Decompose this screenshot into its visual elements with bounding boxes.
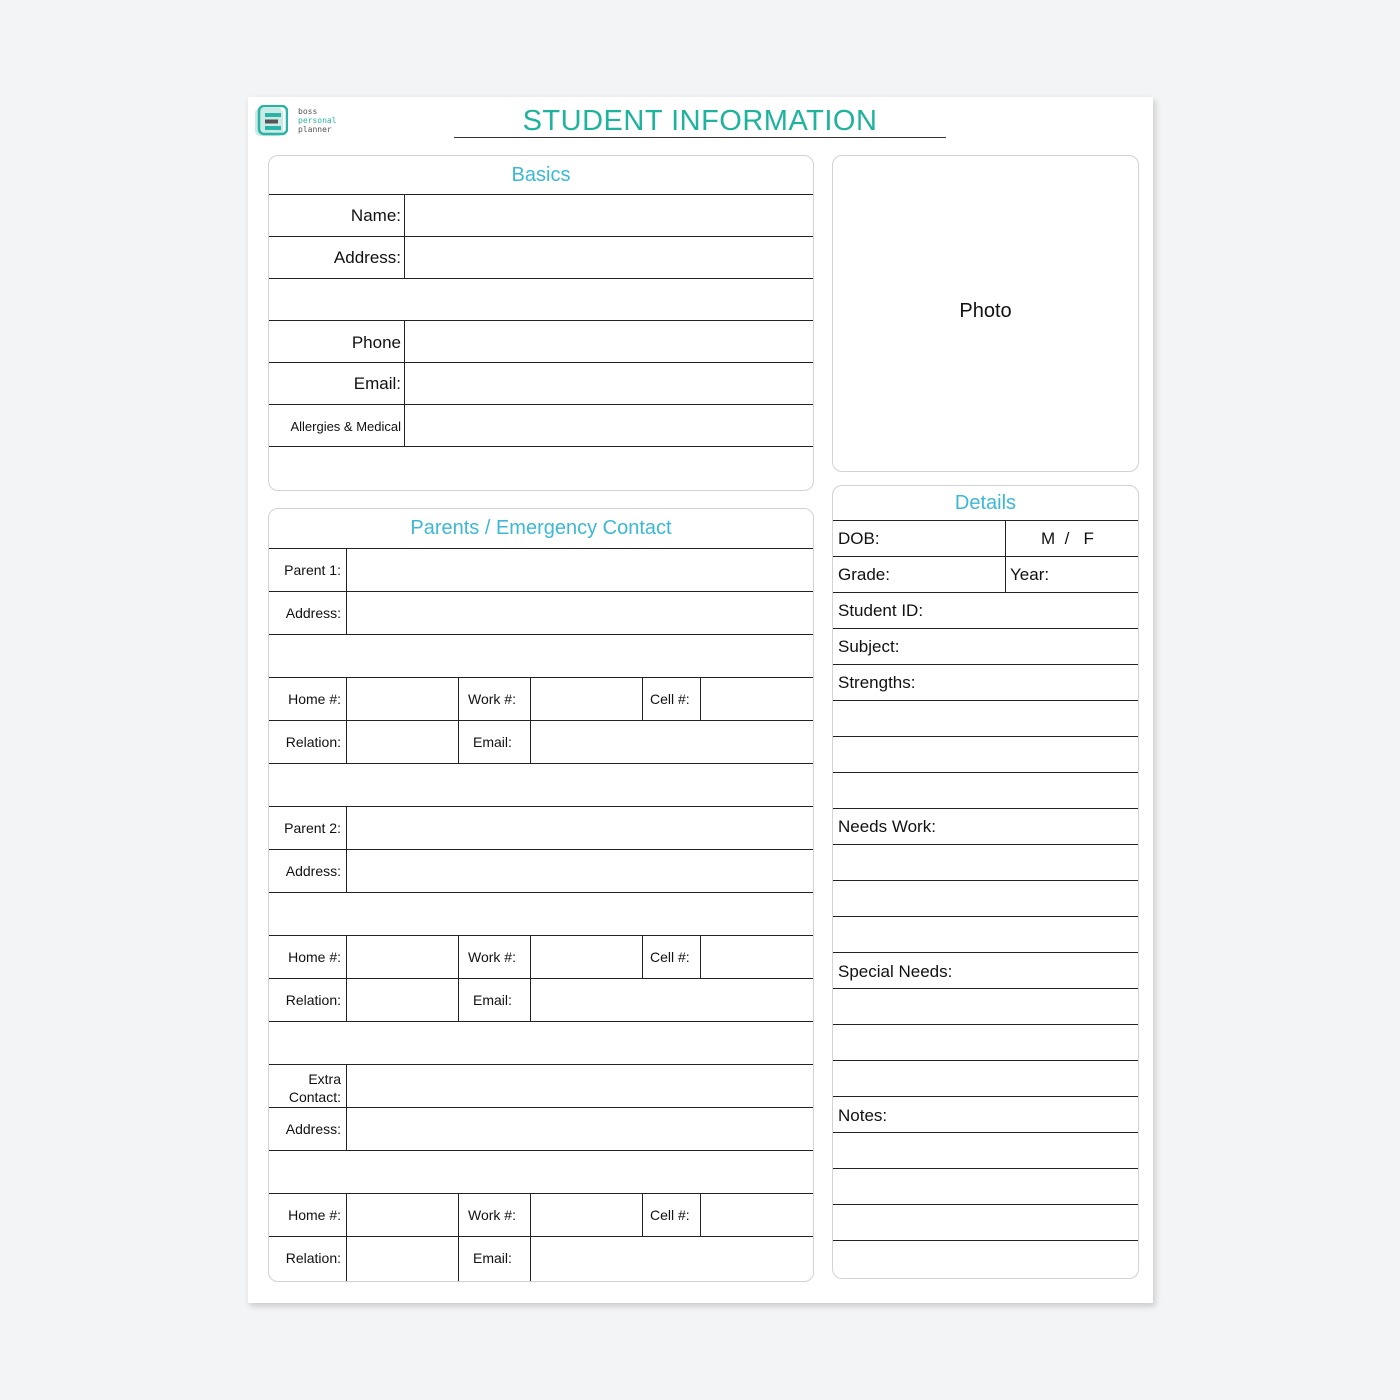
special-needs-field[interactable]: [833, 990, 1138, 1095]
parent-2-cell-field[interactable]: [702, 937, 813, 977]
student-information-sheet: [248, 97, 1153, 1303]
parent-2-cell-label: Cell #:: [650, 949, 690, 965]
strengths-label: Strengths:: [838, 673, 916, 692]
extra-contact-relation-label: Relation:: [285, 1250, 341, 1266]
student-id-label: Student ID:: [838, 601, 924, 620]
extra-contact-relation-field[interactable]: [348, 1238, 457, 1280]
special-needs-label: Special Needs:: [838, 962, 953, 981]
parent-1-email-field[interactable]: [532, 722, 813, 762]
subject-field[interactable]: [913, 630, 1138, 663]
name-field[interactable]: [406, 196, 813, 235]
parent-1-address-field[interactable]: [348, 593, 813, 633]
address-field[interactable]: [406, 238, 813, 277]
parent-2-address-line-2-field[interactable]: [269, 894, 813, 934]
extra-contact-address-line-2-field[interactable]: [269, 1152, 813, 1192]
parent-1-cell-label: Cell #:: [650, 691, 690, 707]
photo-panel[interactable]: [832, 155, 1139, 472]
extra-contact-cell-field[interactable]: [702, 1195, 813, 1235]
parent-1-email-label: Email:: [473, 734, 512, 750]
parent-2-notes-field[interactable]: [269, 1023, 813, 1063]
parent-2-work-label: Work #:: [468, 949, 516, 965]
dob-field[interactable]: [893, 522, 1003, 555]
details-panel: [832, 485, 1139, 1279]
parent-1-label: Parent 1:: [284, 562, 341, 578]
grade-label: Grade:: [838, 565, 890, 584]
parent-2-address-field[interactable]: [348, 851, 813, 891]
extra-contact-label-line-2: Contact:: [288, 1089, 341, 1105]
name-label: Name:: [350, 206, 401, 225]
parent-1-field[interactable]: [348, 550, 813, 590]
parents-emergency-panel: [268, 508, 814, 1282]
address-line-2-field[interactable]: [269, 280, 813, 319]
extra-contact-cell-label: Cell #:: [650, 1207, 690, 1223]
phone-label: Phone: [351, 333, 401, 352]
parent-2-address-label: Address:: [285, 863, 341, 879]
parent-1-home-label: Home #:: [288, 691, 341, 707]
details-title: Details: [954, 492, 1017, 514]
extra-contact-address-field[interactable]: [348, 1109, 813, 1149]
parent-1-notes-field[interactable]: [269, 765, 813, 805]
year-label: Year:: [1010, 565, 1050, 584]
basics-title: Basics: [511, 164, 571, 186]
allergies-medical-label: Allergies & Medical: [290, 419, 401, 434]
parent-2-email-field[interactable]: [532, 980, 813, 1020]
parent-2-relation-label: Relation:: [285, 992, 341, 1008]
notes-label: Notes:: [838, 1106, 888, 1125]
parents-title: Parents / Emergency Contact: [410, 517, 672, 539]
strengths-field[interactable]: [833, 702, 1138, 807]
extra-contact-email-label: Email:: [473, 1250, 512, 1266]
photo-label: Photo: [959, 300, 1012, 322]
extra-contact-label: [289, 1070, 341, 1106]
address-label: Address:: [333, 248, 401, 267]
gender-options[interactable]: M / F: [1041, 529, 1094, 548]
page-title: STUDENT INFORMATION: [454, 103, 946, 138]
phone-field[interactable]: [406, 322, 813, 361]
parent-1-work-field[interactable]: [532, 679, 641, 719]
email-field[interactable]: [406, 364, 813, 403]
needs-work-field[interactable]: [833, 846, 1138, 951]
extra-contact-home-field[interactable]: [348, 1195, 457, 1235]
parent-2-email-label: Email:: [473, 992, 512, 1008]
extra-contact-home-label: Home #:: [288, 1207, 341, 1223]
grade-field[interactable]: [897, 558, 1003, 591]
needs-work-label: Needs Work:: [838, 817, 936, 836]
extra-contact-address-label: Address:: [285, 1121, 341, 1137]
email-label: Email:: [353, 374, 401, 393]
extra-contact-work-label: Work #:: [468, 1207, 516, 1223]
extra-contact-work-field[interactable]: [532, 1195, 641, 1235]
basics-panel: [268, 155, 814, 491]
dob-label: DOB:: [838, 529, 880, 548]
logo-icon: [254, 105, 288, 139]
notes-field[interactable]: [833, 1134, 1138, 1274]
parent-1-relation-label: Relation:: [285, 734, 341, 750]
parent-1-relation-field[interactable]: [348, 722, 457, 762]
extra-contact-field[interactable]: [348, 1066, 813, 1106]
logo-line-2: personal: [298, 116, 337, 125]
parent-1-cell-field[interactable]: [702, 679, 813, 719]
subject-label: Subject:: [838, 637, 900, 656]
parent-2-work-field[interactable]: [532, 937, 641, 977]
extra-contact-label-line-1: Extra: [308, 1071, 341, 1087]
logo-line-1: boss: [298, 107, 318, 116]
logo-text: [298, 107, 337, 134]
parent-1-address-line-2-field[interactable]: [269, 636, 813, 676]
year-field[interactable]: [1058, 558, 1138, 591]
parent-1-work-label: Work #:: [468, 691, 516, 707]
allergies-medical-field[interactable]: [406, 406, 813, 445]
logo: [254, 105, 354, 139]
student-id-field[interactable]: [938, 594, 1138, 627]
logo-line-3: planner: [298, 125, 332, 134]
parent-2-field[interactable]: [348, 808, 813, 848]
extra-contact-email-field[interactable]: [532, 1238, 813, 1280]
parent-2-label: Parent 2:: [284, 820, 341, 836]
parent-2-home-field[interactable]: [348, 937, 457, 977]
parent-2-relation-field[interactable]: [348, 980, 457, 1020]
parent-1-address-label: Address:: [285, 605, 341, 621]
parent-2-home-label: Home #:: [288, 949, 341, 965]
parent-1-home-field[interactable]: [348, 679, 457, 719]
